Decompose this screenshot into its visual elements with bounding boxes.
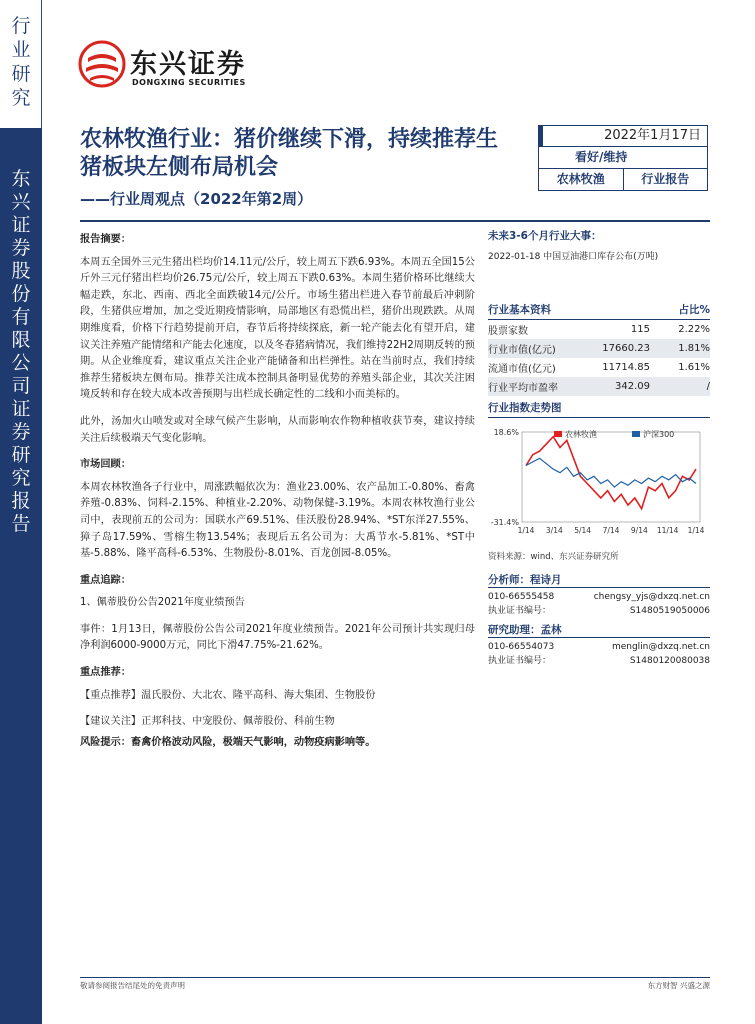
basic-info-value: 115 bbox=[630, 324, 650, 335]
company-logo bbox=[78, 38, 278, 98]
summary-paragraph-1: 本周五全国外三元生猪出栏均价14.11元/公斤，较上周五下跌6.93%。本周五全国15公斤外三元仔猪出栏均价26.75元/公斤，较上周五下跌0.63%。本周生猪价格环比继续大幅走跌，东北、西南、西北全面跌破14元/公斤。市场生猪出栏进入春节前最后冲刺阶段，生猪供应增加，加之受近期疫情影响，局部地区有恐慌出栏，猪价出现跌跌。从周期维度看，价格下行趋势提前开启，春节后将持续探底，新一轮产能去化有望开启，建议关注养殖产能情绪和产能去化速度，以及冬春猪病情况，我们维持22H2周期反转的预期。从企业维度看，建议重点关注企业产能储备和出栏弹性。站在当前时点，我们持续推荐生猪板块左侧布局。推荐关注成本控制具备明显优势的养殖头部企业，其次关注困境反转和存在较大成本改善预期与出栏成长确定性的二线和小而美标的。 bbox=[80, 256, 475, 401]
chart-x-tick-label: 1/14 bbox=[687, 526, 705, 535]
basic-info-row bbox=[488, 377, 710, 396]
assistant-phone: 010-66554073 bbox=[488, 642, 555, 652]
analyst-contact bbox=[488, 591, 710, 618]
basic-info-value: 11714.85 bbox=[602, 362, 650, 373]
sidebar-main-label: 东兴证券股份有限公司证券研究报告 bbox=[11, 168, 31, 535]
assistant-heading: 研究助理：孟林 bbox=[488, 624, 562, 636]
summary-paragraph-2: 此外，汤加火山喷发或对全球气候产生影响，从而影响农作物种植收获节奏，建议持续关注后续极端天气变化影响。 bbox=[80, 415, 475, 444]
tracking-item: 1、佩蒂股份公告2021年度业绩预告 bbox=[80, 597, 245, 609]
basic-info-label: 流通市值(亿元) bbox=[488, 364, 556, 375]
recommend-key: 【重点推荐】温氏股份、大北农、隆平高科、海大集团、生物股份 bbox=[80, 689, 376, 701]
basic-info-label: 行业市值(亿元) bbox=[488, 345, 556, 356]
analyst-header bbox=[488, 572, 710, 588]
summary-heading: 报告摘要： bbox=[80, 234, 131, 245]
assistant-cert: S1480120080038 bbox=[629, 655, 710, 666]
report-title: 农林牧渔行业：猪价继续下滑，持续推荐生猪板块左侧布局机会 bbox=[80, 127, 499, 180]
basic-info-header bbox=[488, 302, 710, 320]
chart-y-tick-label: -31.4% bbox=[490, 518, 519, 527]
meta-tags bbox=[538, 169, 708, 191]
recommend-heading: 重点推荐： bbox=[80, 667, 131, 679]
basic-info-pct: / bbox=[706, 381, 710, 392]
chart-legend-swatch bbox=[632, 431, 640, 437]
tracking-heading: 重点追踪： bbox=[80, 574, 131, 586]
sector-tag: 农林牧渔 bbox=[539, 169, 624, 190]
footer-disclaimer: 敬请参阅报告结尾处的免责声明 bbox=[80, 981, 185, 990]
chart-x-tick-label: 11/14 bbox=[656, 526, 679, 535]
chart-title: 行业指数走势图 bbox=[488, 402, 562, 414]
analyst-phone: 010-66555458 bbox=[488, 592, 555, 602]
chart-x-tick-label: 9/14 bbox=[630, 526, 648, 535]
analyst-cert: S1480519050006 bbox=[629, 605, 710, 616]
report-date: 2022年1月17日 bbox=[538, 125, 708, 147]
basic-info-heading: 行业基本资料 bbox=[488, 304, 551, 316]
footer-slogan: 东方财智 兴盛之源 bbox=[647, 981, 710, 990]
chart-x-tick-label: 3/14 bbox=[545, 526, 563, 535]
recommend-watch: 【建议关注】正邦科技、中宠股份、佩蒂股份、科前生物 bbox=[80, 716, 335, 728]
meta-box bbox=[538, 125, 708, 191]
basic-info-row bbox=[488, 358, 710, 377]
chart-x-tick-label: 1/14 bbox=[517, 526, 535, 535]
chart-series-line-0 bbox=[526, 437, 696, 509]
title-divider bbox=[80, 220, 710, 222]
logo-cn-text: 东兴证券 bbox=[130, 49, 246, 80]
chart-legend-swatch bbox=[554, 431, 562, 437]
side-column bbox=[488, 228, 710, 668]
basic-info-pct: 1.61% bbox=[678, 362, 710, 373]
logo-en-text: DONGXING SECURITIES bbox=[132, 78, 246, 87]
rating: 看好/维持 bbox=[538, 147, 708, 169]
analyst-heading: 分析师：程诗月 bbox=[488, 574, 562, 586]
index-chart-svg bbox=[488, 418, 710, 548]
index-chart bbox=[488, 418, 710, 548]
assistant-header bbox=[488, 622, 710, 638]
pct-label: 占比% bbox=[678, 304, 710, 316]
chart-legend-label: 农林牧渔 bbox=[565, 430, 597, 439]
logo-mark-icon bbox=[78, 38, 126, 90]
chart-source: 资料来源：wind、东兴证券研究所 bbox=[488, 552, 619, 562]
report-type-tag: 行业报告 bbox=[641, 172, 690, 186]
basic-info-label: 行业平均市盈率 bbox=[488, 383, 558, 394]
basic-info-label: 股票家数 bbox=[488, 326, 528, 337]
chart-y-tick-label: 18.6% bbox=[493, 428, 519, 437]
assistant-email[interactable]: menglin@dxzq.net.cn bbox=[611, 642, 710, 652]
basic-info-value: 342.09 bbox=[615, 381, 650, 392]
assistant-cert-label: 执业证书编号： bbox=[488, 655, 552, 666]
assistant-contact bbox=[488, 641, 710, 668]
market-paragraph: 本周农林牧渔各子行业中，周涨跌幅依次为：渔业23.00%、农产品加工-0.80%、畜禽养殖-0.83%、饲料-2.15%、种植业-2.20%、动物保健-3.19%。本周农林牧渔行业公司中，表现前五的公司为：国联水产69.51%、佳沃股份28.94%、*ST东洋27.55%、獐子岛17.59%、雪榕生物13.54%；表现后五名公司为：大禹节水-5.81%、*ST中基-5.88%、隆平高科-6.53%、生物股份-8.01%、百龙创园-8.05%。 bbox=[80, 481, 475, 560]
risk-warning: 风险提示：畜禽价格波动风险，极端天气影响，动物疫病影响等。 bbox=[80, 736, 376, 748]
sidebar-top bbox=[0, 0, 42, 128]
chart-x-tick-label: 7/14 bbox=[602, 526, 620, 535]
events-heading: 未来3-6个月行业大事： bbox=[488, 230, 602, 242]
basic-info-table bbox=[488, 320, 710, 396]
events-item: 2022-01-18 中国豆油港口库存公布(万吨) bbox=[488, 252, 659, 262]
footer-divider bbox=[80, 977, 710, 978]
tracking-event: 事件：1月13日，佩蒂股份公告公司2021年度业绩预告。2021年公司预计共实现归母净利润6000-9000万元，同比下滑47.75%-21.62%。 bbox=[80, 623, 475, 652]
basic-info-row bbox=[488, 339, 710, 358]
chart-header bbox=[488, 400, 710, 418]
chart-legend-label: 沪深300 bbox=[643, 430, 675, 439]
market-heading: 市场回顾： bbox=[80, 459, 131, 471]
chart-series-line-1 bbox=[526, 458, 696, 487]
analyst-email[interactable]: chengsy_yjs@dxzq.net.cn bbox=[593, 592, 710, 602]
main-column bbox=[80, 232, 475, 751]
basic-info-pct: 2.22% bbox=[678, 324, 710, 335]
analyst-cert-label: 执业证书编号： bbox=[488, 605, 552, 616]
basic-info-pct: 1.81% bbox=[678, 343, 710, 354]
sidebar-top-label: 行业研究 bbox=[11, 15, 31, 109]
chart-x-tick-label: 5/14 bbox=[574, 526, 592, 535]
sidebar-main bbox=[0, 128, 42, 1024]
report-subtitle: ——行业周观点（2022年第2周） bbox=[80, 190, 313, 208]
basic-info-row bbox=[488, 320, 710, 339]
basic-info-value: 17660.23 bbox=[602, 343, 650, 354]
